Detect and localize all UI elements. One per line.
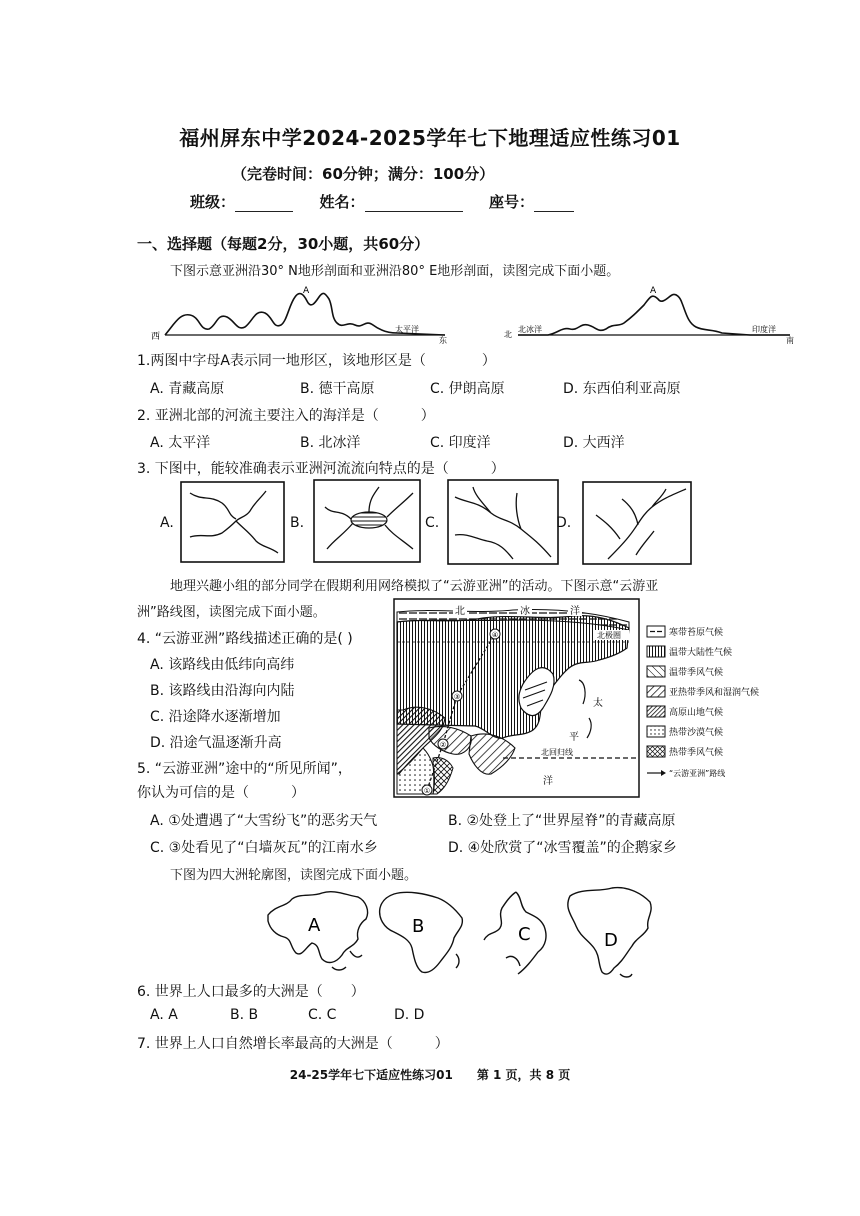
legend-tropical-desert: 热带沙漠气候 bbox=[669, 728, 724, 738]
q2-option-a[interactable]: A. 太平洋 bbox=[150, 435, 211, 451]
question-2-stem: 2. 亚洲北部的河流主要注入的海洋是（ ） bbox=[137, 408, 435, 424]
continent-label-d: D bbox=[604, 930, 618, 951]
profile1-west: 西 bbox=[151, 332, 161, 342]
q5-option-a[interactable]: A. ①处遭遇了“大雪纷飞”的恶劣天气 bbox=[150, 813, 378, 829]
question-5-stem-line2: 你认为可信的是（ ） bbox=[137, 785, 305, 801]
map-label-tai: 太 bbox=[593, 698, 603, 709]
continent-outline-a bbox=[262, 885, 372, 977]
profile2-south: 南 bbox=[786, 336, 794, 345]
q6-option-b[interactable]: B. B bbox=[230, 1007, 259, 1023]
q1-option-a[interactable]: A. 青藏高原 bbox=[150, 381, 225, 397]
continent-outline-c bbox=[476, 888, 566, 978]
route-marker-1-label: ① bbox=[423, 787, 431, 795]
map-label-ping: 平 bbox=[569, 732, 579, 743]
q5-option-d[interactable]: D. ④处欣赏了“冰雪覆盖”的企鹅家乡 bbox=[448, 840, 677, 856]
legend-temperate-monsoon: 温带季风气候 bbox=[669, 668, 724, 678]
q3-option-a-label[interactable]: A. bbox=[160, 515, 174, 531]
q6-option-a[interactable]: A. A bbox=[150, 1007, 178, 1023]
seat-label: 座号： bbox=[488, 193, 534, 211]
q4-option-b[interactable]: B. 该路线由沿海向内陆 bbox=[150, 683, 295, 699]
profile-80e-line bbox=[518, 294, 790, 335]
question-4-stem: 4. “云游亚洲”路线描述正确的是( ) bbox=[137, 631, 353, 647]
profile1-ocean: 太平洋 bbox=[395, 325, 419, 334]
legend-tropical-monsoon: 热带季风气候 bbox=[669, 748, 724, 758]
climate-legend bbox=[645, 624, 765, 784]
legend-subtropical-monsoon: 亚热带季风和湿润气候 bbox=[669, 688, 760, 698]
route-marker-2-label: ② bbox=[439, 741, 447, 749]
map-label-yang: 洋 bbox=[570, 606, 580, 617]
page-footer: 24-25学年七下适应性练习01 第 1 页，共 8 页 bbox=[289, 1068, 571, 1082]
trip-intro-line1: 地理兴趣小组的部分同学在假期利用网络模拟了“云游亚洲”的活动。下图示意“云游亚 bbox=[170, 579, 659, 594]
q3-option-d-label[interactable]: D. bbox=[556, 515, 572, 531]
class-blank[interactable] bbox=[235, 197, 293, 212]
name-blank[interactable] bbox=[365, 197, 463, 212]
route-marker-3-label: ③ bbox=[453, 693, 461, 701]
section-heading: 一、选择题（每题2分，30小题，共60分） bbox=[137, 235, 430, 253]
name-label: 姓名： bbox=[319, 193, 365, 211]
route-marker-4-label: ④ bbox=[491, 631, 499, 639]
q2-option-c[interactable]: C. 印度洋 bbox=[430, 435, 491, 451]
class-label: 班级： bbox=[190, 193, 236, 211]
profile2-arctic-ocean: 北冰洋 bbox=[518, 325, 542, 334]
q3-river-map-d[interactable] bbox=[582, 481, 692, 565]
continent-outline-d bbox=[560, 882, 660, 980]
trip-intro-line2: 洲”路线图，读图完成下面小题。 bbox=[137, 605, 326, 620]
q3-option-b-label[interactable]: B. bbox=[290, 515, 305, 531]
seat-blank[interactable] bbox=[534, 197, 574, 212]
question-7-stem: 7. 世界上人口自然增长率最高的大洲是（ ） bbox=[137, 1036, 449, 1052]
map-label-bei: 北 bbox=[455, 606, 465, 617]
q4-option-a[interactable]: A. 该路线由低纬向高纬 bbox=[150, 657, 295, 673]
map-label-tropic: 北回归线 bbox=[541, 748, 573, 757]
q6-option-d[interactable]: D. D bbox=[394, 1007, 425, 1023]
q5-option-c[interactable]: C. ③处看见了“白墙灰瓦”的江南水乡 bbox=[150, 840, 378, 856]
q6-option-c[interactable]: C. C bbox=[308, 1007, 337, 1023]
q1-option-b[interactable]: B. 德干高原 bbox=[300, 381, 375, 397]
q3-river-map-a[interactable] bbox=[180, 481, 285, 563]
q3-river-map-b[interactable] bbox=[313, 479, 421, 563]
q3-river-map-c[interactable] bbox=[447, 479, 559, 565]
profile-30n-figure bbox=[145, 283, 455, 345]
q5-option-b[interactable]: B. ②处登上了“世界屋脊”的青藏高原 bbox=[448, 813, 676, 829]
profile1-point-a: A bbox=[303, 286, 310, 296]
q1-option-c[interactable]: C. 伊朗高原 bbox=[430, 381, 505, 397]
continent-outline-b bbox=[372, 888, 470, 978]
legend-highland: 高原山地气候 bbox=[669, 708, 724, 718]
legend-temperate-continental: 温带大陆性气候 bbox=[669, 648, 733, 658]
legend-route: “云游亚洲”路线 bbox=[669, 769, 726, 778]
map-label-yang2: 洋 bbox=[543, 776, 553, 787]
page-title: 福州屏东中学2024-2025学年七下地理适应性练习01 bbox=[179, 126, 681, 150]
question-5-stem-line1: 5. “云游亚洲”途中的“所见所闻”， bbox=[137, 761, 352, 777]
q1-option-d[interactable]: D. 东西伯利亚高原 bbox=[563, 381, 681, 397]
map-label-arctic-circle: 北极圈 bbox=[597, 631, 621, 640]
profile-80e-figure bbox=[500, 283, 800, 345]
q4-option-c[interactable]: C. 沿途降水逐渐增加 bbox=[150, 709, 281, 725]
continent-label-a: A bbox=[308, 915, 321, 936]
q4-option-d[interactable]: D. 沿途气温逐渐升高 bbox=[150, 735, 282, 751]
q2-option-b[interactable]: B. 北冰洋 bbox=[300, 435, 361, 451]
profiles-intro: 下图示意亚洲沿30° N地形剖面和亚洲沿80° E地形剖面，读图完成下面小题。 bbox=[170, 264, 620, 279]
profile2-indian-ocean: 印度洋 bbox=[752, 325, 776, 334]
q3-option-c-label[interactable]: C. bbox=[425, 515, 440, 531]
profile2-north: 北 bbox=[504, 330, 512, 339]
continents-intro: 下图为四大洲轮廓图，读图完成下面小题。 bbox=[170, 868, 418, 883]
profile1-east: 东 bbox=[439, 336, 447, 345]
cloud-asia-route-map bbox=[393, 598, 640, 798]
q2-option-d[interactable]: D. 大西洋 bbox=[563, 435, 625, 451]
legend-tundra: 寒带苔原气候 bbox=[669, 628, 724, 638]
student-info-line bbox=[190, 191, 574, 212]
question-6-stem: 6. 世界上人口最多的大洲是（ ） bbox=[137, 984, 365, 1000]
map-label-bing: 冰 bbox=[520, 606, 530, 617]
profile2-point-a: A bbox=[650, 286, 657, 296]
question-3-stem: 3. 下图中，能较准确表示亚洲河流流向特点的是（ ） bbox=[137, 461, 505, 477]
question-1-stem: 1.两图中字母A表示同一地形区，该地形区是（ ） bbox=[137, 353, 496, 369]
continent-label-c: C bbox=[518, 924, 531, 945]
continent-label-b: B bbox=[412, 916, 425, 937]
exam-time-note: （完卷时间：60分钟；满分：100分） bbox=[232, 165, 495, 183]
